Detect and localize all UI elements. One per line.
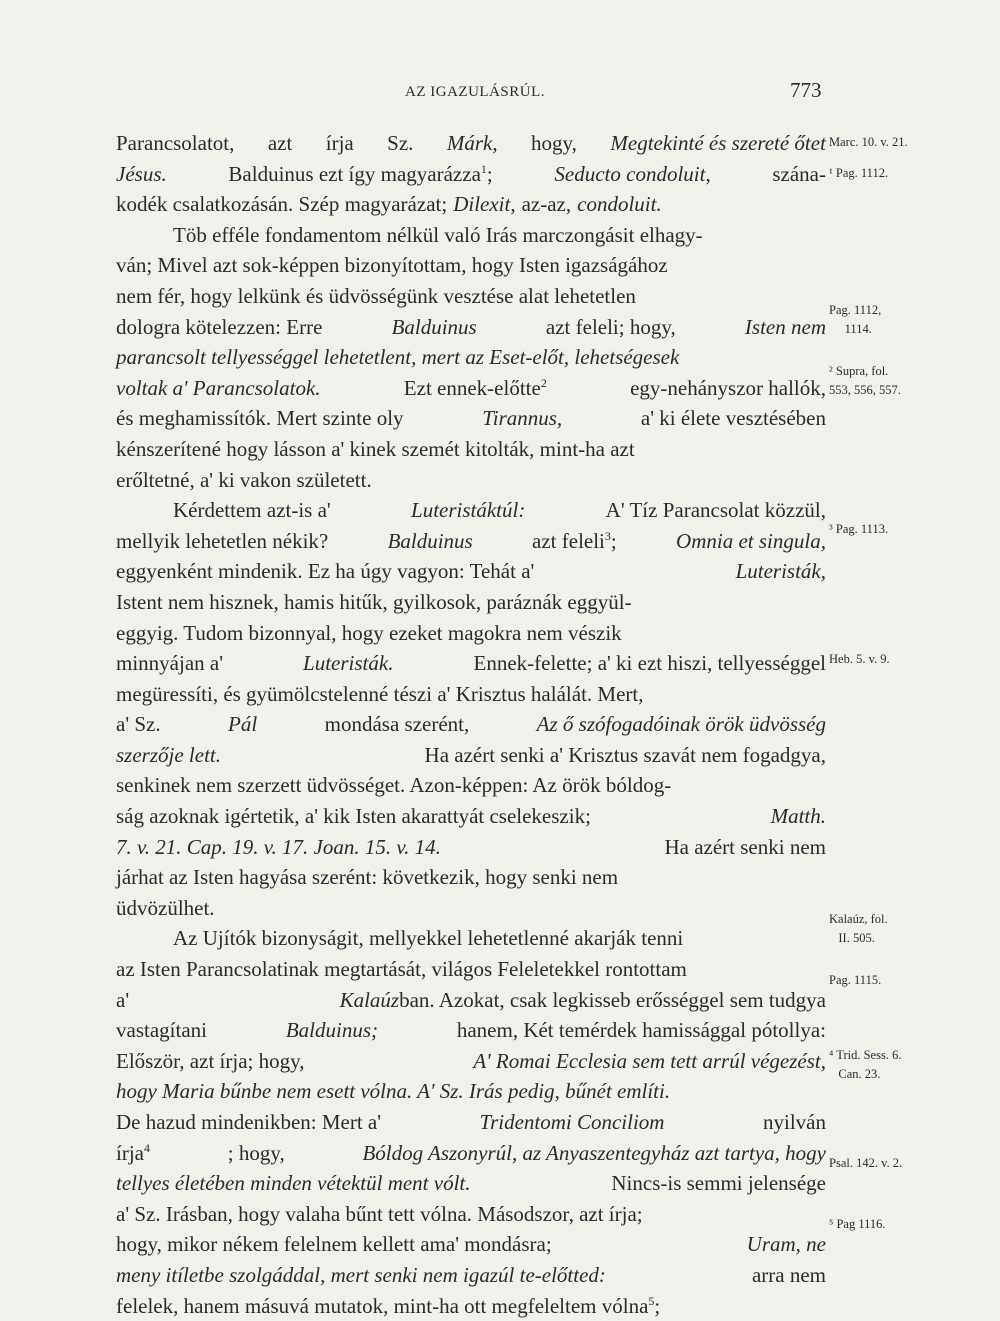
italic-text: Matth.: [770, 804, 826, 829]
text-run: vastagítani: [116, 1018, 207, 1043]
text-line: [116, 1076, 826, 1107]
text-run: Ezt ennek-előtte: [403, 375, 541, 400]
text-line: [116, 128, 826, 159]
text-run: minnyájan a': [116, 651, 223, 676]
text-segment: [116, 128, 234, 159]
text-segment: [745, 312, 826, 343]
text-line: [116, 220, 826, 251]
text-run: a' Sz.: [116, 712, 161, 737]
text-line: [116, 1199, 826, 1230]
text-segment: [554, 159, 710, 190]
text-line: [116, 648, 826, 679]
text-segment: [116, 770, 671, 801]
text-segment: [447, 128, 498, 159]
italic-text: Balduinus: [391, 314, 477, 339]
text-run: Kérdettem azt-is a': [173, 498, 331, 523]
text-run: a' Sz. Irásban, hogy valaha bűnt tett vólna. Másodszor, azt írja;: [116, 1201, 643, 1226]
text-segment: [116, 587, 632, 618]
text-run: senkinek nem szerzett üdvösséget. Azon-képpen: Az örök bóldog-: [116, 773, 672, 798]
text-line: [116, 250, 826, 281]
text-segment: [577, 189, 662, 220]
margin-note: Marc. 10. v. 21.: [829, 135, 908, 149]
text-segment: [736, 556, 826, 587]
text-segment: [630, 373, 826, 404]
text-line: [116, 1015, 826, 1046]
italic-text: Kalaúz: [339, 987, 400, 1012]
text-segment: [362, 1138, 826, 1169]
text-segment: [116, 281, 636, 312]
text-segment: [116, 862, 618, 893]
italic-text: Balduinus;: [285, 1018, 378, 1043]
text-run: kodék csalatkozásán. Szép magyarázat;: [116, 192, 448, 217]
italic-text: tellyes életében minden vétektül ment vólt.: [116, 1171, 471, 1196]
footnote-marker: 5: [648, 1293, 655, 1308]
italic-text: Dilexit,: [453, 192, 516, 217]
italic-text: Luteristák.: [303, 651, 394, 676]
margin-note: ⁴ Trid. Sess. 6. Can. 23.: [829, 1048, 902, 1081]
text-segment: [752, 1260, 826, 1291]
text-run: üdvözülhet.: [116, 895, 215, 920]
margin-note: Pag. 1115.: [829, 973, 882, 987]
text-segment: [676, 526, 826, 557]
text-run: Töb efféle fondamentom nélkül való Irás marczongásit elhagy-: [173, 222, 703, 247]
text-run: felelek, hanem másuvá mutatok, mint-ha ott megfeleltem vólna: [116, 1293, 649, 1318]
text-segment: [116, 373, 321, 404]
italic-text: Seducto condoluit,: [554, 161, 711, 186]
text-run: azt feleli; hogy,: [545, 314, 676, 339]
text-line: [116, 434, 826, 465]
text-run: ; hogy,: [227, 1140, 285, 1165]
text-line: [116, 1168, 826, 1199]
text-run: nyilván: [762, 1110, 826, 1134]
italic-text: hogy Maria bűnbe nem esett vólna. A' Sz. Irás pedig, bűnét említi.: [116, 1079, 671, 1104]
text-segment: [641, 403, 826, 434]
text-segment: [116, 1168, 471, 1199]
text-line: [116, 312, 826, 343]
text-segment: [116, 985, 129, 1016]
text-run: egy-nehányszor hallók,: [630, 375, 826, 400]
text-segment: [116, 1015, 207, 1046]
italic-text: Uram, ne: [746, 1232, 826, 1257]
text-run: megüressíti, és gyümölcstelenné tészi a' Krisztus halálát. Mert,: [116, 681, 644, 706]
text-line: [116, 526, 826, 557]
text-segment: [173, 923, 683, 954]
text-run: írja: [116, 1140, 144, 1165]
text-segment: [388, 526, 473, 557]
text-segment: [116, 1138, 150, 1169]
text-run: ;: [610, 528, 617, 553]
italic-text: Márk,: [446, 131, 498, 155]
text-segment: [268, 128, 292, 159]
text-line: [116, 832, 826, 863]
text-segment: [116, 832, 441, 863]
italic-text: Omnia et singula,: [676, 528, 826, 553]
italic-text: condoluit.: [577, 192, 662, 217]
text-line: [116, 862, 826, 893]
text-segment: [228, 1138, 285, 1169]
text-segment: [522, 189, 572, 220]
text-line: [116, 556, 826, 587]
text-run: Sz.: [387, 131, 414, 155]
text-run: mellyik lehetetlen nékik?: [116, 528, 329, 553]
text-segment: [340, 985, 826, 1016]
text-segment: [116, 954, 687, 985]
footnote-marker: 1: [480, 161, 487, 176]
text-segment: [116, 342, 679, 373]
text-segment: [771, 801, 826, 832]
text-line: [116, 465, 826, 496]
text-run: A' Tíz Parancsolat közzül,: [605, 498, 826, 523]
italic-text: Balduinus: [387, 528, 473, 553]
text-line: [116, 1046, 826, 1077]
italic-text: Luteristák,: [735, 559, 826, 584]
italic-text: Tirannus,: [482, 406, 563, 431]
text-run: hogy, mikor nékem felelnem kellett ama' mondásra;: [116, 1232, 552, 1257]
text-line: [116, 801, 826, 832]
text-segment: [411, 495, 525, 526]
text-segment: [116, 1076, 670, 1107]
italic-text: Isten nem: [744, 314, 826, 339]
italic-text: voltak a' Parancsolatok.: [116, 375, 321, 400]
text-run: azt feleli: [532, 528, 605, 553]
italic-text: meny itíletbe szolgáddal, mert senki nem igazúl te-előtted:: [116, 1262, 606, 1287]
text-segment: [457, 1015, 826, 1046]
text-line: [116, 985, 826, 1016]
text-run: a': [116, 987, 130, 1012]
body-text: [116, 128, 826, 1321]
margin-note: Kalaúz, fol. II. 505.: [829, 912, 888, 945]
text-line: [116, 495, 826, 526]
text-run: Istent nem hisznek, hamis hitűk, gyilkosok, paráznák eggyül-: [116, 589, 632, 614]
text-run: azt: [267, 131, 293, 155]
text-segment: [326, 128, 354, 159]
page-number: 773: [790, 78, 822, 102]
italic-text: Tridentomi Conciliom: [479, 1110, 665, 1134]
text-segment: [116, 1199, 643, 1230]
text-segment: [228, 709, 257, 740]
text-line: [116, 954, 826, 985]
text-segment: [286, 1015, 378, 1046]
text-line: [116, 587, 826, 618]
text-segment: [173, 220, 703, 251]
text-segment: [303, 648, 393, 679]
text-segment: [116, 618, 622, 649]
text-run: kénszerítené hogy lásson a' kinek szemét kitolták, mint-ha azt: [116, 436, 635, 461]
text-run: ság azoknak igértetik, a' kik Isten akarattyát cselekeszik;: [116, 804, 591, 829]
text-segment: [531, 128, 577, 159]
text-run: eggyenként mindenik. Ez ha úgy vagyon: Tehát a': [116, 559, 535, 584]
text-run: nem fér, hogy lelkünk és üdvösségünk vesztése alat lehetetlen: [116, 283, 636, 308]
italic-text: Pál: [228, 712, 258, 737]
margin-note: ¹ Pag. 1112.: [829, 166, 889, 180]
text-segment: [116, 434, 635, 465]
text-run: arra nem: [751, 1262, 826, 1287]
text-line: [116, 373, 826, 404]
text-segment: [482, 403, 562, 434]
text-segment: [116, 709, 161, 740]
text-line: [116, 709, 826, 740]
italic-text: Az ő szófogadóinak örök üdvösség: [536, 712, 826, 737]
text-segment: [116, 403, 404, 434]
text-segment: [116, 159, 167, 190]
text-segment: [173, 495, 331, 526]
text-segment: [116, 679, 643, 710]
text-segment: [392, 312, 477, 343]
text-run: az-az,: [521, 192, 572, 217]
text-line: [116, 403, 826, 434]
text-run: Az Ujítók bizonyságit, mellyekkel lehetetlenné akarják tenni: [173, 926, 684, 951]
text-segment: [537, 709, 826, 740]
text-segment: [425, 740, 826, 771]
text-run: Ha azért senki nem: [664, 834, 826, 859]
footnote-marker: 3: [604, 528, 611, 543]
text-run: Ha azért senki a' Krisztus szavát nem fogadgya,: [424, 742, 826, 767]
margin-note: Psal. 142. v. 2.: [829, 1156, 903, 1170]
running-header: AZ IGAZULÁSRÚL.: [405, 84, 545, 100]
text-run: szána-: [772, 161, 826, 186]
text-run: hanem, Két temérdek hamissággal pótollya:: [456, 1018, 826, 1043]
text-run: Nincs-is semmi jelensége: [611, 1171, 826, 1196]
text-run: dologra kötelezzen: Erre: [116, 314, 323, 339]
text-segment: [116, 189, 447, 220]
text-segment: [763, 1107, 826, 1138]
text-segment: [606, 495, 826, 526]
text-run: mondása szerént,: [324, 712, 470, 737]
text-segment: [611, 1168, 826, 1199]
text-segment: [116, 1229, 552, 1260]
text-segment: [532, 526, 617, 557]
text-segment: [116, 526, 328, 557]
margin-note: Pag. 1112, 1114.: [829, 303, 882, 336]
text-line: [116, 1138, 826, 1169]
text-run: Parancsolatot,: [116, 131, 235, 155]
text-segment: [116, 556, 534, 587]
text-segment: [546, 312, 676, 343]
text-run: írja: [325, 131, 354, 155]
text-segment: [473, 1046, 826, 1077]
text-run: az Isten Parancsolatinak megtartását, világos Feleletekkel rontottam: [116, 957, 687, 982]
text-segment: [747, 1229, 826, 1260]
text-run: eggyig. Tudom bizonnyal, hogy ezeket magokra nem vészik: [116, 620, 622, 645]
text-line: [116, 923, 826, 954]
text-run: ;: [486, 161, 493, 186]
text-line: [116, 1229, 826, 1260]
text-run: hogy,: [531, 131, 577, 155]
text-segment: [116, 1046, 305, 1077]
text-line: [116, 770, 826, 801]
text-segment: [480, 1107, 665, 1138]
text-segment: [116, 1291, 660, 1321]
text-segment: [116, 312, 322, 343]
text-line: [116, 740, 826, 771]
footnote-marker: 2: [540, 375, 547, 390]
text-run: a' ki élete vesztésében: [640, 406, 826, 431]
text-segment: [772, 159, 826, 190]
text-run: Ennek-felette; a' ki ezt hiszi, tellyességgel: [473, 651, 826, 676]
text-line: [116, 618, 826, 649]
text-line: [116, 1260, 826, 1291]
text-run: ;: [654, 1293, 661, 1318]
text-run: Balduinus ezt így magyarázza: [228, 161, 481, 186]
italic-text: Bóldog Aszonyrúl, az Anyaszentegyház azt tartya, hogy: [362, 1140, 826, 1165]
text-run: De hazud mindenikben: Mert a': [116, 1110, 382, 1134]
text-run: ban. Azokat, csak legkisseb erősséggel sem tudgya: [399, 987, 826, 1012]
margin-note: ³ Pag. 1113.: [829, 522, 889, 536]
text-line: [116, 281, 826, 312]
text-segment: [116, 801, 591, 832]
italic-text: szerzője lett.: [116, 742, 221, 767]
text-segment: [325, 709, 470, 740]
text-segment: [116, 250, 668, 281]
italic-text: Luteristáktúl:: [411, 498, 526, 523]
text-line: [116, 893, 826, 924]
text-line: [116, 159, 826, 190]
text-run: és meghamissítók. Mert szinte oly: [116, 406, 404, 431]
text-run: ván; Mivel azt sok-képpen bizonyítottam, hogy Isten igazságához: [116, 253, 668, 278]
text-segment: [116, 648, 223, 679]
text-line: [116, 679, 826, 710]
margin-note: ⁵ Pag 1116.: [829, 1217, 886, 1231]
text-line: [116, 1107, 826, 1138]
text-run: járhat az Isten hagyása szerént: következik, hogy senki nem: [116, 865, 619, 890]
text-run: erőltetné, a' ki vakon született.: [116, 467, 372, 492]
text-line: [116, 189, 826, 220]
italic-text: 7. v. 21. Cap. 19. v. 17. Joan. 15. v. 14.: [116, 834, 441, 859]
text-segment: [116, 1107, 381, 1138]
margin-note: ² Supra, fol. 553, 556, 557.: [829, 364, 901, 397]
text-segment: [453, 189, 515, 220]
italic-text: A' Romai Ecclesia sem tett arrúl végezést,: [473, 1048, 826, 1073]
text-segment: [474, 648, 826, 679]
text-segment: [116, 465, 372, 496]
italic-text: Megtekinté és szereté őtet: [610, 131, 826, 155]
text-segment: [664, 832, 826, 863]
text-segment: [116, 1260, 606, 1291]
text-line: [116, 1291, 826, 1321]
text-line: [116, 342, 826, 373]
text-segment: [116, 893, 215, 924]
text-run: Először, azt írja; hogy,: [116, 1048, 305, 1073]
text-segment: [116, 740, 221, 771]
text-segment: [387, 128, 413, 159]
footnote-marker: 4: [143, 1140, 150, 1155]
italic-text: parancsolt tellyességgel lehetetlent, mert az Eset-előt, lehetségesek: [116, 345, 680, 370]
text-segment: [404, 373, 547, 404]
margin-note: Heb. 5. v. 9.: [829, 652, 890, 666]
text-segment: [610, 128, 826, 159]
text-segment: [228, 159, 492, 190]
italic-text: Jésus.: [116, 161, 167, 186]
